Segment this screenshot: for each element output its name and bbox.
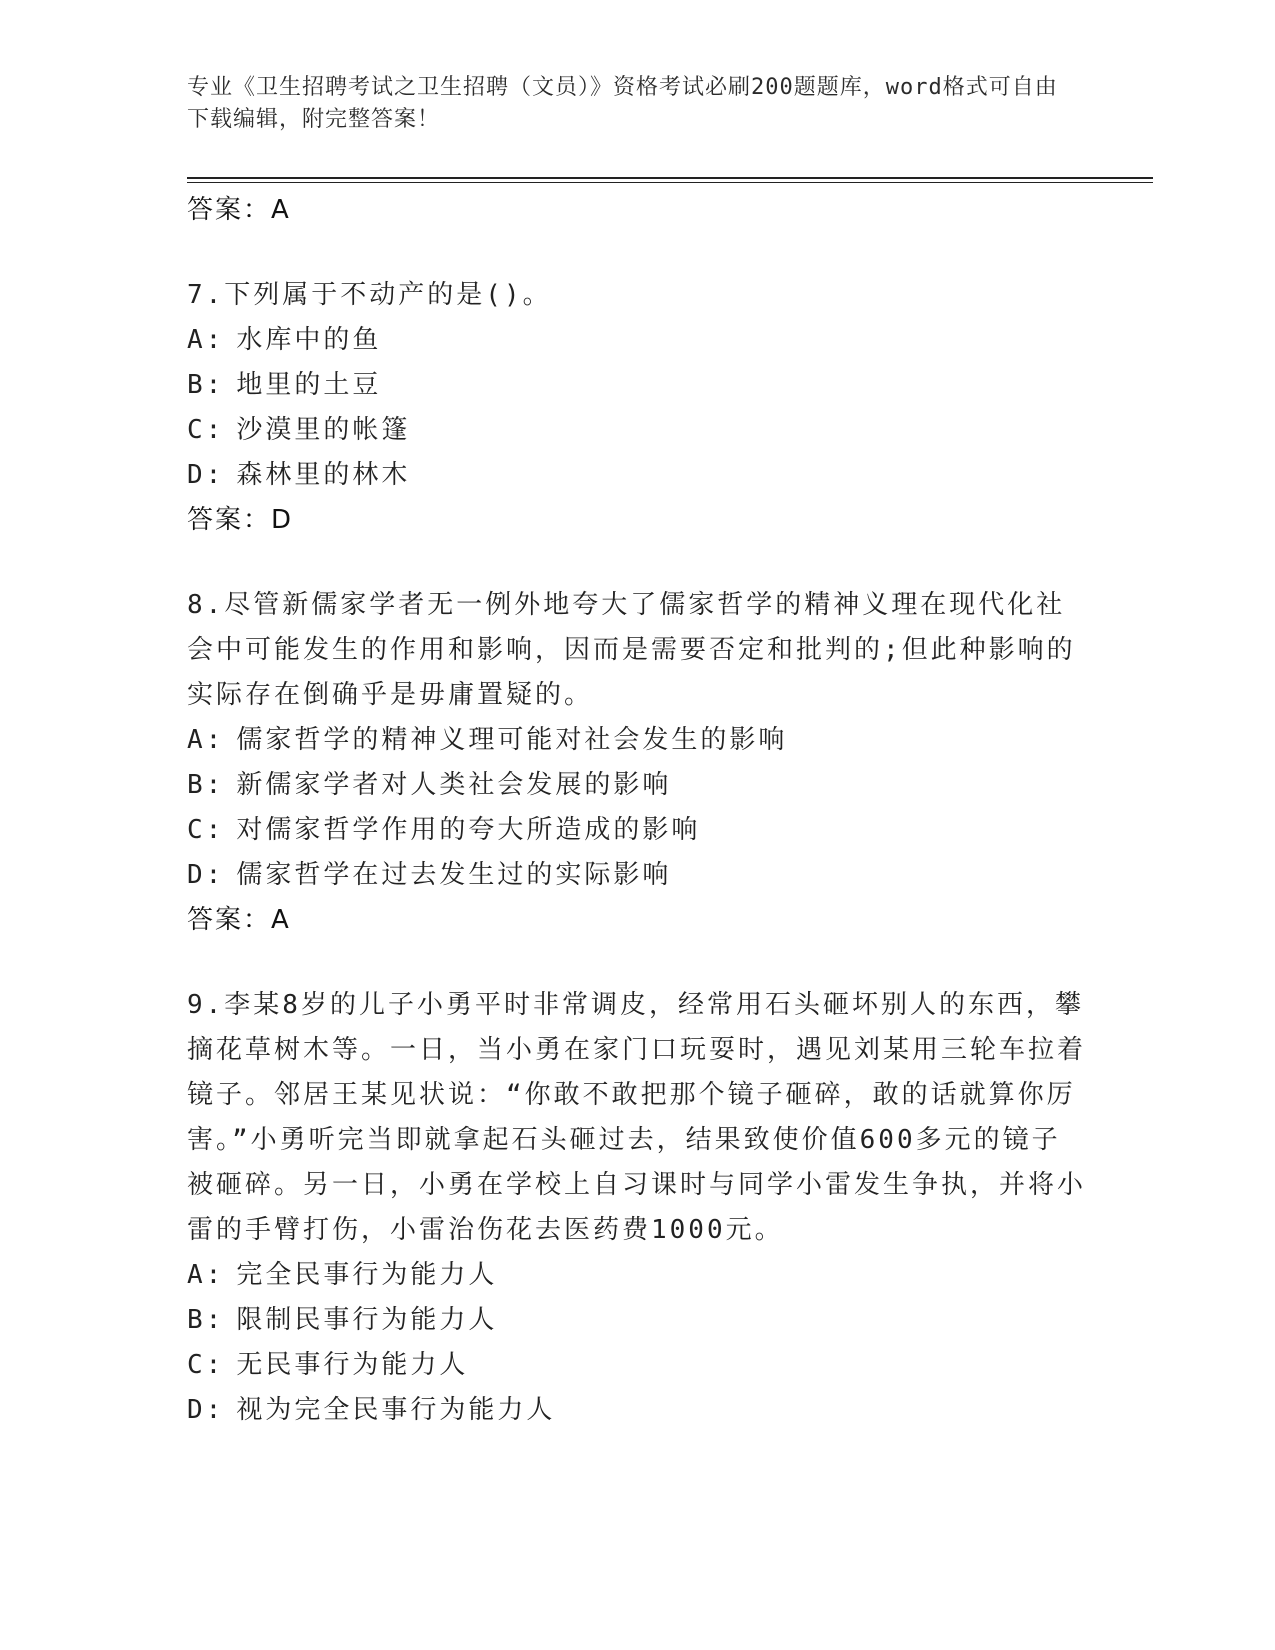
- page-content: [187, 187, 1087, 1433]
- previous-answer: 答案：A: [187, 195, 291, 225]
- option-text: 无民事行为能力人: [236, 1350, 469, 1380]
- option-text: 视为完全民事行为能力人: [236, 1395, 556, 1425]
- option-a: [187, 318, 1087, 363]
- option-letter: C:: [187, 815, 225, 845]
- option-d: [187, 1388, 1087, 1433]
- option-letter: B:: [187, 370, 225, 400]
- question-answer: 答案：D: [187, 505, 294, 535]
- option-letter: A:: [187, 725, 225, 755]
- option-letter: D:: [187, 1395, 225, 1425]
- option-text: 儒家哲学在过去发生过的实际影响: [236, 860, 672, 890]
- option-text: 水库中的鱼: [236, 325, 382, 355]
- option-b: [187, 1298, 1087, 1343]
- option-letter: C:: [187, 1350, 225, 1380]
- option-letter: D:: [187, 860, 225, 890]
- question-7: [187, 273, 1087, 543]
- question-stem: 9.李某8岁的儿子小勇平时非常调皮，经常用石头砸坏别人的东西，攀摘花草树木等。一日，当小勇在家门口玩耍时，遇见刘某用三轮车拉着镜子。邻居王某见状说：“你敢不敢把那个镜子砸碎，敢的话就算你厉害。”小勇听完当即就拿起石头砸过去，结果致使价值600多元的镜子被砸碎。另一日，小勇在学校上自习课时与同学小雷发生争执，并将小雷的手臂打伤，小雷治伤花去医药费1000元。: [187, 990, 1087, 1245]
- option-text: 儒家哲学的精神义理可能对社会发生的影响: [236, 725, 788, 755]
- option-text: 地里的土豆: [236, 370, 382, 400]
- option-letter: C:: [187, 415, 225, 445]
- option-text: 完全民事行为能力人: [236, 1260, 498, 1290]
- option-c: [187, 408, 1087, 453]
- option-letter: D:: [187, 460, 225, 490]
- option-c: [187, 1343, 1087, 1388]
- option-d: [187, 853, 1087, 898]
- option-c: [187, 808, 1087, 853]
- option-text: 沙漠里的帐篷: [236, 415, 411, 445]
- question-answer: 答案：A: [187, 905, 291, 935]
- option-a: [187, 718, 1087, 763]
- option-text: 限制民事行为能力人: [236, 1305, 498, 1335]
- question-9: [187, 983, 1087, 1433]
- question-stem: 8.尽管新儒家学者无一例外地夸大了儒家哲学的精神义理在现代化社会中可能发生的作用和影响，因而是需要否定和批判的;但此种影响的实际存在倒确乎是毋庸置疑的。: [187, 590, 1076, 710]
- option-a: [187, 1253, 1087, 1298]
- option-letter: B:: [187, 1305, 225, 1335]
- option-b: [187, 363, 1087, 408]
- option-letter: A:: [187, 1260, 225, 1290]
- option-text: 对儒家哲学作用的夸大所造成的影响: [236, 815, 701, 845]
- option-b: [187, 763, 1087, 808]
- option-letter: A:: [187, 325, 225, 355]
- question-stem: 7.下列属于不动产的是()。: [187, 280, 552, 310]
- header-divider-thick: [187, 177, 1153, 179]
- option-text: 森林里的林木: [236, 460, 411, 490]
- option-d: [187, 453, 1087, 498]
- header-divider-thin: [187, 182, 1153, 183]
- option-letter: B:: [187, 770, 225, 800]
- question-8: [187, 583, 1087, 943]
- document-header: 专业《卫生招聘考试之卫生招聘（文员）》资格考试必刷200题题库，word格式可自由下载编辑，附完整答案！: [187, 75, 1058, 132]
- option-text: 新儒家学者对人类社会发展的影响: [236, 770, 672, 800]
